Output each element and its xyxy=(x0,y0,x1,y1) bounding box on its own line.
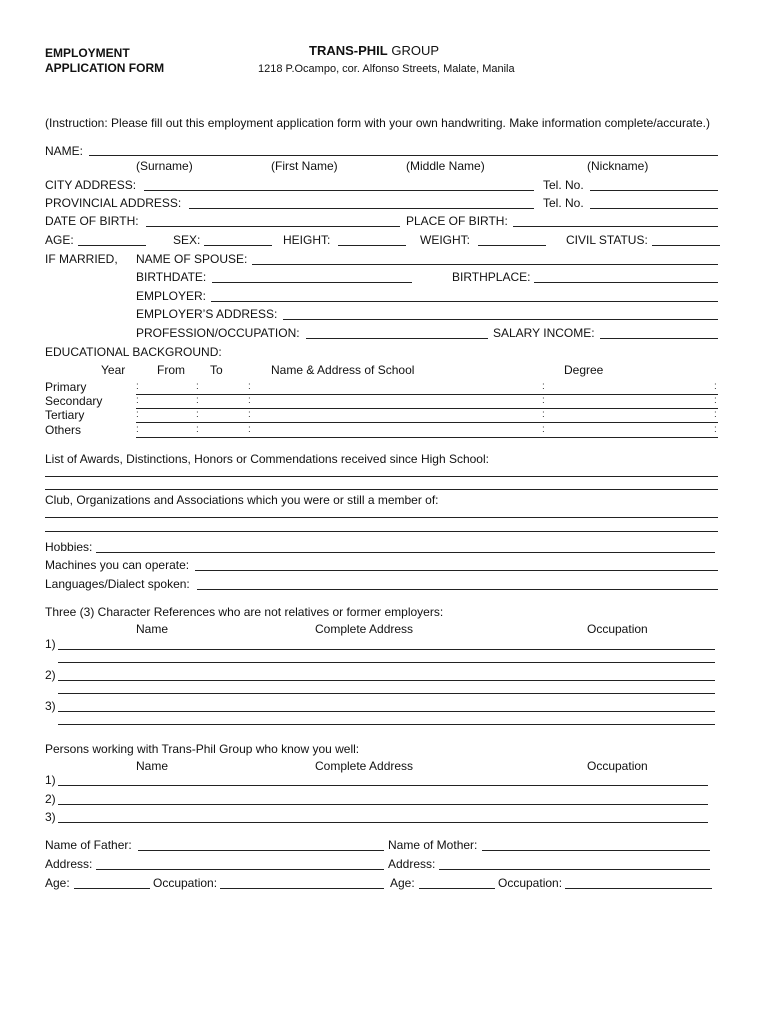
reference-1-line-2[interactable] xyxy=(58,662,715,663)
spouse-employer-field[interactable] xyxy=(211,301,718,302)
date-of-birth-field[interactable] xyxy=(146,226,400,227)
education-row-tertiary: Tertiary xyxy=(45,408,85,422)
persons-col-address: Complete Address xyxy=(315,759,414,773)
spouse-employers-address-field[interactable] xyxy=(283,319,718,320)
father-age-field[interactable] xyxy=(74,888,150,889)
city-address-label: CITY ADDRESS: xyxy=(45,178,137,192)
edu-sep: : xyxy=(196,409,199,420)
father-field[interactable] xyxy=(138,850,384,851)
company-name xyxy=(309,44,439,58)
person-number-2: 2) xyxy=(45,792,56,806)
reference-number-3: 3) xyxy=(45,699,56,713)
spouse-birthplace-label: BIRTHPLACE: xyxy=(452,270,531,284)
spouse-birthdate-field[interactable] xyxy=(212,282,412,283)
sex-label: SEX: xyxy=(173,233,201,247)
weight-label: WEIGHT: xyxy=(420,233,470,247)
awards-field-1[interactable] xyxy=(45,476,718,477)
provincial-address-field[interactable] xyxy=(189,208,534,209)
edu-sep: : xyxy=(196,424,199,435)
company-address: 1218 P.Ocampo, cor. Alfonso Streets, Malate, Manila xyxy=(258,63,515,75)
education-row-primary: Primary xyxy=(45,380,87,394)
edu-sep: : xyxy=(196,381,199,392)
reference-number-1: 1) xyxy=(45,637,56,651)
edu-sep: : xyxy=(248,381,251,392)
hobbies-label: Hobbies: xyxy=(45,540,93,554)
education-row-others: Others xyxy=(45,423,82,437)
education-col-degree: Degree xyxy=(564,363,604,377)
edu-sep: : xyxy=(714,424,717,435)
edu-sep: : xyxy=(136,395,139,406)
mother-field[interactable] xyxy=(482,850,710,851)
spouse-employer-label: EMPLOYER: xyxy=(136,289,207,303)
edu-sep: : xyxy=(542,424,545,435)
person-1-line[interactable] xyxy=(58,785,708,786)
spouse-birthdate-label: BIRTHDATE: xyxy=(136,270,207,284)
edu-sep: : xyxy=(714,395,717,406)
if-married-label: IF MARRIED, xyxy=(45,252,118,266)
sex-field[interactable] xyxy=(204,245,272,246)
education-line-secondary[interactable] xyxy=(136,408,718,409)
mother-age-field[interactable] xyxy=(419,888,495,889)
name-of-spouse-field[interactable] xyxy=(252,264,718,265)
edu-sep: : xyxy=(136,409,139,420)
education-col-to: To xyxy=(210,363,223,377)
edu-sep: : xyxy=(136,381,139,392)
surname-caption: (Surname) xyxy=(136,159,193,173)
spouse-salary-label: SALARY INCOME: xyxy=(493,326,595,340)
references-col-name: Name xyxy=(136,622,169,636)
height-field[interactable] xyxy=(338,245,406,246)
education-title: EDUCATIONAL BACKGROUND: xyxy=(45,345,222,359)
name-label: NAME: xyxy=(45,144,84,158)
person-2-line[interactable] xyxy=(58,804,708,805)
name-field[interactable] xyxy=(89,155,718,156)
education-col-year: Year xyxy=(101,363,126,377)
edu-sep: : xyxy=(136,424,139,435)
mother-address-field[interactable] xyxy=(439,869,710,870)
civil-status-label: CIVIL STATUS: xyxy=(566,233,648,247)
first-name-caption: (First Name) xyxy=(271,159,338,173)
education-line-primary[interactable] xyxy=(136,394,718,395)
education-line-others[interactable] xyxy=(136,437,718,438)
education-line-tertiary[interactable] xyxy=(136,422,718,423)
city-tel-field[interactable] xyxy=(590,190,718,191)
spouse-birthplace-field[interactable] xyxy=(534,282,718,283)
edu-sep: : xyxy=(248,424,251,435)
father-address-field[interactable] xyxy=(96,869,384,870)
mother-occupation-label: Occupation: xyxy=(498,876,563,890)
father-label: Name of Father: xyxy=(45,838,132,852)
reference-3-line-1[interactable] xyxy=(58,711,715,712)
provincial-tel-field[interactable] xyxy=(590,208,718,209)
education-col-from: From xyxy=(157,363,185,377)
instruction-text: (Instruction: Please fill out this employment application form with your own handwriting. Make information complete/accurate.) xyxy=(45,116,710,130)
civil-status-field[interactable] xyxy=(652,245,720,246)
provincial-address-label: PROVINCIAL ADDRESS: xyxy=(45,196,182,210)
name-of-spouse-label: NAME OF SPOUSE: xyxy=(136,252,248,266)
edu-sep: : xyxy=(542,381,545,392)
place-of-birth-label: PLACE OF BIRTH: xyxy=(406,214,508,228)
company-name-rest: GROUP xyxy=(387,43,440,58)
edu-sep: : xyxy=(714,381,717,392)
father-address-label: Address: xyxy=(45,857,93,871)
edu-sep: : xyxy=(196,395,199,406)
spouse-employers-address-label: EMPLOYER’S ADDRESS: xyxy=(136,307,278,321)
spouse-salary-field[interactable] xyxy=(600,338,718,339)
form-title-line1: EMPLOYMENT xyxy=(45,46,130,60)
city-tel-label: Tel. No. xyxy=(543,178,584,192)
machines-label: Machines you can operate: xyxy=(45,558,190,572)
references-col-address: Complete Address xyxy=(315,622,414,636)
clubs-field-1[interactable] xyxy=(45,517,718,518)
clubs-label: Club, Organizations and Associations which you were or still a member of: xyxy=(45,493,439,507)
edu-sep: : xyxy=(542,395,545,406)
spouse-profession-label: PROFESSION/OCCUPATION: xyxy=(136,326,300,340)
father-age-label: Age: xyxy=(45,876,70,890)
education-row-secondary: Secondary xyxy=(45,394,103,408)
spouse-profession-field[interactable] xyxy=(306,338,488,339)
date-of-birth-label: DATE OF BIRTH: xyxy=(45,214,139,228)
education-col-school: Name & Address of School xyxy=(271,363,415,377)
edu-sep: : xyxy=(714,409,717,420)
mother-age-label: Age: xyxy=(390,876,415,890)
person-3-line[interactable] xyxy=(58,822,708,823)
reference-number-2: 2) xyxy=(45,668,56,682)
place-of-birth-field[interactable] xyxy=(513,226,718,227)
form-title-line2: APPLICATION FORM xyxy=(45,61,165,75)
father-occupation-field[interactable] xyxy=(220,888,384,889)
edu-sep: : xyxy=(248,409,251,420)
references-title: Three (3) Character References who are not relatives or former employers: xyxy=(45,605,444,619)
languages-label: Languages/Dialect spoken: xyxy=(45,577,190,591)
nickname-caption: (Nickname) xyxy=(587,159,649,173)
persons-title: Persons working with Trans-Phil Group who know you well: xyxy=(45,742,360,756)
edu-sep: : xyxy=(248,395,251,406)
reference-1-line-1[interactable] xyxy=(58,649,715,650)
person-number-1: 1) xyxy=(45,773,56,787)
clubs-field-2[interactable] xyxy=(45,531,718,532)
city-address-field[interactable] xyxy=(144,190,534,191)
edu-sep: : xyxy=(542,409,545,420)
company-name-bold: TRANS-PHIL xyxy=(309,43,388,58)
age-field[interactable] xyxy=(78,245,146,246)
mother-label: Name of Mother: xyxy=(388,838,478,852)
person-number-3: 3) xyxy=(45,810,56,824)
persons-col-name: Name xyxy=(136,759,169,773)
machines-field[interactable] xyxy=(195,570,718,571)
persons-col-occupation: Occupation xyxy=(587,759,648,773)
provincial-tel-label: Tel. No. xyxy=(543,196,584,210)
weight-field[interactable] xyxy=(478,245,546,246)
reference-2-line-2[interactable] xyxy=(58,693,715,694)
mother-occupation-field[interactable] xyxy=(565,888,712,889)
age-label: AGE: xyxy=(45,233,74,247)
languages-field[interactable] xyxy=(197,589,718,590)
reference-3-line-2[interactable] xyxy=(58,724,715,725)
father-occupation-label: Occupation: xyxy=(153,876,218,890)
height-label: HEIGHT: xyxy=(283,233,331,247)
awards-field-2[interactable] xyxy=(45,489,718,490)
mother-address-label: Address: xyxy=(388,857,436,871)
references-col-occupation: Occupation xyxy=(587,622,648,636)
reference-2-line-1[interactable] xyxy=(58,680,715,681)
middle-name-caption: (Middle Name) xyxy=(406,159,485,173)
awards-label: List of Awards, Distinctions, Honors or Commendations received since High School: xyxy=(45,452,489,466)
hobbies-field[interactable] xyxy=(96,552,715,553)
